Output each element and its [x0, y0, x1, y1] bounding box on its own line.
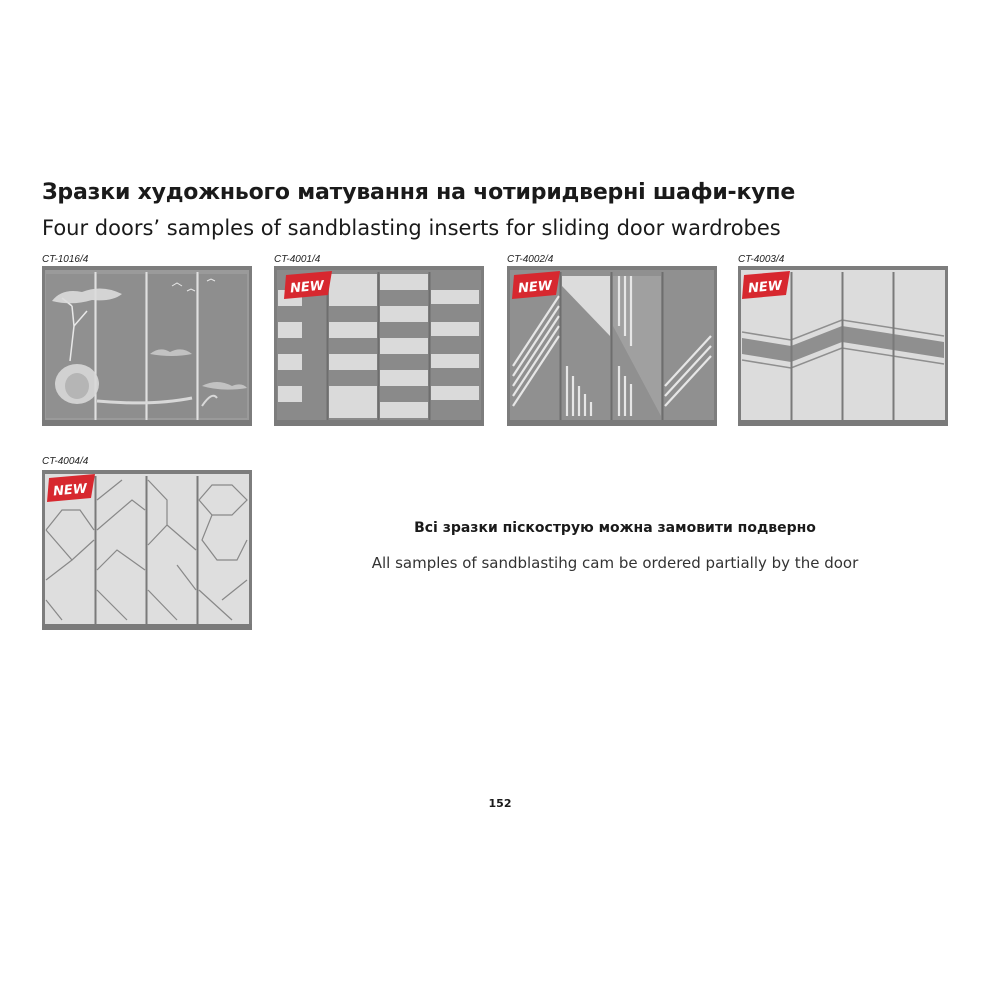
new-badge-label: NEW	[289, 278, 325, 297]
order-note-en: All samples of sandblastihg cam be ordered partially by the door	[371, 554, 859, 572]
sample-code-ct-1016: CT-1016/4	[42, 254, 89, 265]
new-badge-label: NEW	[52, 481, 88, 500]
sample-code-ct-4001: CT-4001/4	[274, 254, 321, 265]
new-badge-label: NEW	[517, 278, 553, 297]
order-note-ua: Всі зразки піскострую можна замовити подверно	[414, 520, 816, 536]
page-number: 152	[488, 797, 512, 810]
wardrobe-ct-1016	[42, 266, 252, 426]
new-badge-ct-4004	[45, 474, 97, 504]
sample-code-ct-4003: CT-4003/4	[738, 254, 785, 265]
new-badge-label: NEW	[747, 278, 783, 297]
new-badge-ct-4003	[740, 271, 792, 301]
page-subtitle-en: Four doors’ samples of sandblasting inserts for sliding door wardrobes	[42, 216, 781, 240]
sample-code-ct-4002: CT-4002/4	[507, 254, 554, 265]
new-badge-ct-4001	[282, 271, 334, 301]
sample-code-ct-4004: CT-4004/4	[42, 456, 89, 467]
new-badge-ct-4002	[510, 271, 562, 301]
page-title-ua: Зразки художнього матування на чотиридверні шафи-купе	[42, 180, 796, 205]
